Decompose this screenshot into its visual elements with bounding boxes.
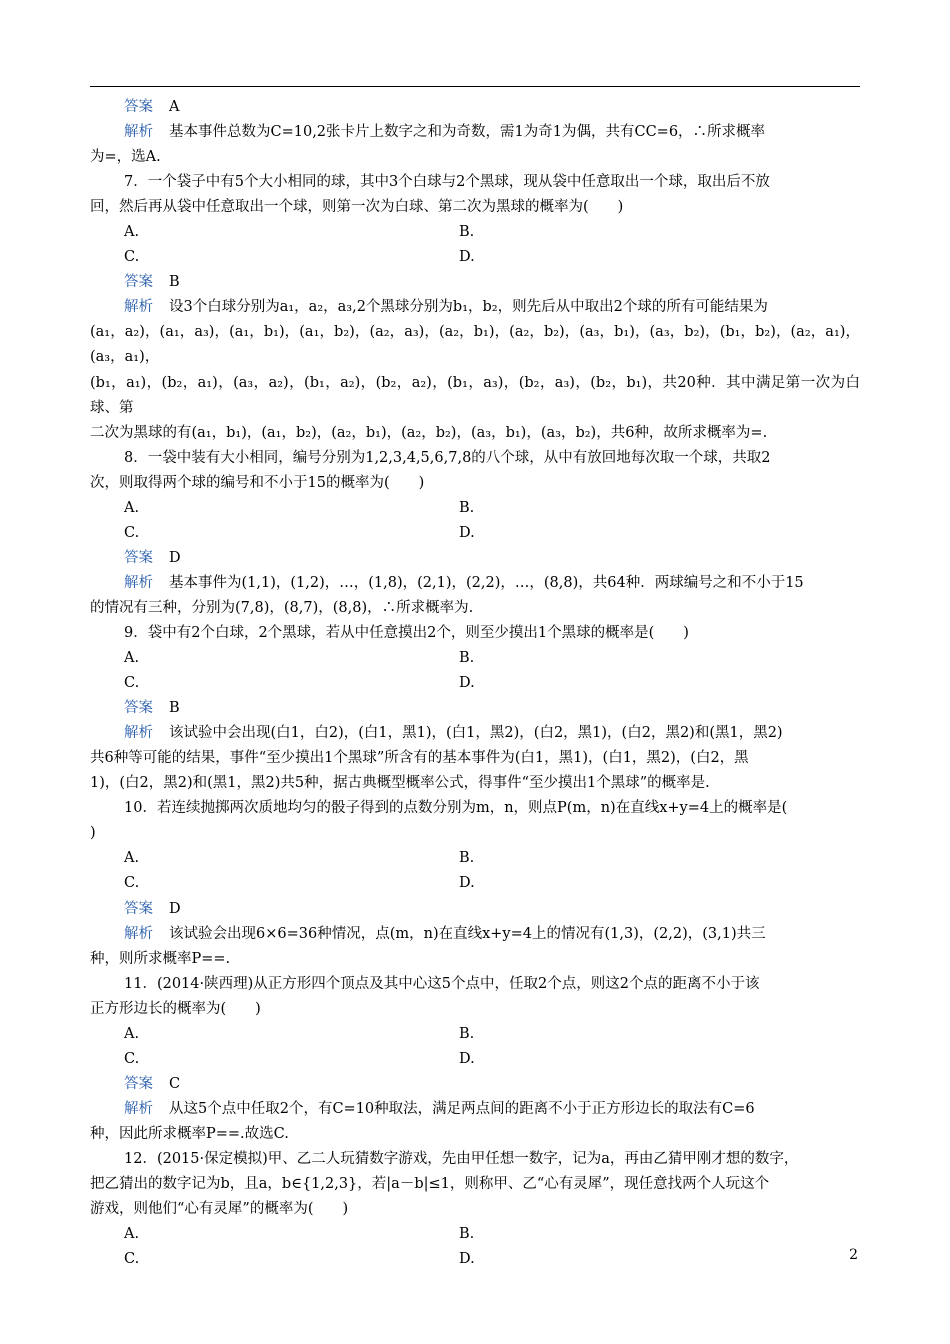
option-row bbox=[90, 1022, 860, 1047]
analysis-text: 基本事件总数为C=10,2张卡片上数字之和为奇数，需1为奇1为偶，共有CC=6，∴所求概率 bbox=[169, 124, 766, 141]
analysis-tag: 解析 bbox=[124, 299, 153, 316]
option-row bbox=[90, 646, 860, 671]
continuation-line: 回，然后再从袋中任意取出一个球，则第一次为白球、第二次为黑球的概率为( ) bbox=[90, 199, 624, 216]
continuation-line: 共6种等可能的结果，事件“至少摸出1个黑球”所含有的基本事件为(白1，黑1)，(白1，黑2)，(白2，黑 bbox=[90, 750, 749, 767]
option-label: A. bbox=[124, 1025, 140, 1042]
answer-value: B bbox=[169, 700, 180, 717]
answer-value: C bbox=[169, 1075, 181, 1092]
option-row bbox=[90, 1222, 860, 1247]
analysis-line bbox=[90, 922, 860, 947]
option-label: B. bbox=[459, 1226, 475, 1243]
option-label: A. bbox=[124, 650, 140, 667]
continuation-line: 种，则所求概率P==. bbox=[90, 950, 231, 967]
option-row bbox=[90, 496, 860, 521]
answer-tag: 答案 bbox=[124, 900, 153, 917]
answer-line bbox=[90, 897, 860, 922]
analysis-tag: 解析 bbox=[124, 124, 153, 141]
continuation-line: 的情况有三种，分别为(7,8)，(8,7)，(8,8)，∴所求概率为. bbox=[90, 599, 474, 616]
option-row bbox=[90, 220, 860, 245]
option-label: C. bbox=[124, 1050, 140, 1067]
continuation-line: ) bbox=[90, 825, 96, 842]
option-label: C. bbox=[124, 1251, 140, 1268]
option-label: B. bbox=[459, 1025, 475, 1042]
analysis-text: 该试验中会出现(白1，白2)，(白1，黑1)，(白1，黑2)，(白2，黑1)，(白2，黑2)和(黑1，黑2) bbox=[169, 725, 783, 742]
answer-line bbox=[90, 1072, 860, 1097]
answer-value: A bbox=[169, 99, 180, 115]
option-label: D. bbox=[459, 524, 475, 541]
analysis-line bbox=[90, 295, 860, 320]
option-label: D. bbox=[459, 249, 475, 266]
option-label: B. bbox=[459, 224, 475, 241]
analysis-text: 该试验会出现6×6=36种情况，点(m，n)在直线x+y=4上的情况有(1,3)，(2,2)，(3,1)共三 bbox=[169, 925, 766, 942]
continuation-line: 1)，(白2，黑2)和(黑1，黑2)共5种，据古典概型概率公式，得事件“至少摸出1个黑球”的概率是. bbox=[90, 775, 710, 792]
analysis-line bbox=[90, 571, 860, 596]
option-label: D. bbox=[459, 1251, 475, 1268]
answer-tag: 答案 bbox=[124, 274, 153, 291]
answer-tag: 答案 bbox=[124, 99, 153, 115]
option-label: C. bbox=[124, 875, 140, 892]
option-label: D. bbox=[459, 1050, 475, 1067]
option-row bbox=[90, 671, 860, 696]
answer-value: D bbox=[169, 900, 181, 917]
question-line: 7．一个袋子中有5个大小相同的球，其中3个白球与2个黑球，现从袋中任意取出一个球，取出后不放 bbox=[124, 174, 770, 191]
analysis-tag: 解析 bbox=[124, 925, 153, 942]
question-line: 8．一袋中装有大小相同，编号分别为1,2,3,4,5,6,7,8的八个球，从中有放回地每次取一个球，共取2 bbox=[124, 449, 771, 466]
answer-tag: 答案 bbox=[124, 700, 153, 717]
answer-tag: 答案 bbox=[124, 549, 153, 566]
continuation-line: 为=，选A. bbox=[90, 149, 161, 166]
analysis-line bbox=[90, 721, 860, 746]
analysis-tag: 解析 bbox=[124, 574, 153, 591]
question-line: 9．袋中有2个白球，2个黑球，若从中任意摸出2个，则至少摸出1个黑球的概率是( ) bbox=[124, 624, 689, 641]
option-label: A. bbox=[124, 224, 140, 241]
option-row bbox=[90, 245, 860, 270]
analysis-text: 设3个白球分别为a₁，a₂，a₃,2个黑球分别为b₁，b₂，则先后从中取出2个球的所有可能结果为 bbox=[169, 299, 768, 316]
document-body bbox=[90, 95, 860, 1272]
analysis-text: 从这5个点中任取2个，有C=10种取法，满足两点间的距离不小于正方形边长的取法有C=6 bbox=[169, 1100, 755, 1117]
question-line: 11．(2014·陕西理)从正方形四个顶点及其中心这5个点中，任取2个点，则这2个点的距离不小于该 bbox=[124, 975, 760, 992]
question-line: 10．若连续抛掷两次质地均匀的骰子得到的点数分别为m，n，则点P(m，n)在直线x+y=4上的概率是( bbox=[124, 800, 788, 817]
continuation-line: 正方形边长的概率为( ) bbox=[90, 1000, 261, 1017]
analysis-tag: 解析 bbox=[124, 725, 153, 742]
continuation-line: 种，因此所求概率P==.故选C. bbox=[90, 1125, 289, 1142]
option-row bbox=[90, 1047, 860, 1072]
option-row bbox=[90, 521, 860, 546]
answer-value: B bbox=[169, 274, 180, 291]
option-label: C. bbox=[124, 524, 140, 541]
option-label: C. bbox=[124, 249, 140, 266]
question-line: 12．(2015·保定模拟)甲、乙二人玩猜数字游戏，先由甲任想一数字，记为a，再由乙猜甲刚才想的数字， bbox=[124, 1150, 799, 1167]
option-row bbox=[90, 846, 860, 871]
analysis-tag: 解析 bbox=[124, 1100, 153, 1117]
analysis-line bbox=[90, 1097, 860, 1122]
continuation-line: 游戏，则他们“心有灵犀”的概率为( ) bbox=[90, 1201, 349, 1218]
option-label: A. bbox=[124, 1226, 140, 1243]
continuation-line: (b₁，a₁)，(b₂，a₁)，(a₃，a₂)，(b₁，a₂)，(b₂，a₂)，(b₁，a₃)，(b₂，a₃)，(b₂，b₁)，共20种．其中满足第一次为白球、第 bbox=[90, 374, 860, 416]
option-label: C. bbox=[124, 675, 140, 692]
option-label: A. bbox=[124, 499, 140, 516]
answer-line bbox=[90, 546, 860, 571]
answer-line bbox=[90, 95, 860, 120]
option-label: D. bbox=[459, 875, 475, 892]
option-label: D. bbox=[459, 675, 475, 692]
option-row bbox=[90, 1247, 860, 1272]
analysis-line bbox=[90, 120, 860, 145]
option-row bbox=[90, 871, 860, 896]
option-label: A. bbox=[124, 850, 140, 867]
answer-line bbox=[90, 696, 860, 721]
option-label: B. bbox=[459, 499, 475, 516]
analysis-text: 基本事件为(1,1)，(1,2)，…，(1,8)，(2,1)，(2,2)，…，(8,8)，共64种．两球编号之和不小于15 bbox=[169, 574, 804, 591]
continuation-line: 二次为黑球的有(a₁，b₁)，(a₁，b₂)，(a₂，b₁)，(a₂，b₂)，(a₃，b₁)，(a₃，b₂)，共6种，故所求概率为=. bbox=[90, 424, 768, 441]
continuation-line: (a₁，a₂)，(a₁，a₃)，(a₁，b₁)，(a₁，b₂)，(a₂，a₃)，(a₂，b₁)，(a₂，b₂)，(a₃，b₁)，(a₃，b₂)，(b₁，b₂)，(a₂，a₁)，(a₃，a₁)， bbox=[90, 324, 860, 366]
answer-line bbox=[90, 270, 860, 295]
continuation-line: 次，则取得两个球的编号和不小于15的概率为( ) bbox=[90, 474, 425, 491]
answer-value: D bbox=[169, 549, 181, 566]
option-label: B. bbox=[459, 850, 475, 867]
answer-tag: 答案 bbox=[124, 1075, 153, 1092]
page-number: 2 bbox=[849, 1247, 858, 1263]
option-label: B. bbox=[459, 650, 475, 667]
header-rule bbox=[90, 86, 860, 87]
continuation-line: 把乙猜出的数字记为b，且a，b∈{1,2,3}，若|a－b|≤1，则称甲、乙“心有灵犀”，现任意找两个人玩这个 bbox=[90, 1176, 770, 1193]
